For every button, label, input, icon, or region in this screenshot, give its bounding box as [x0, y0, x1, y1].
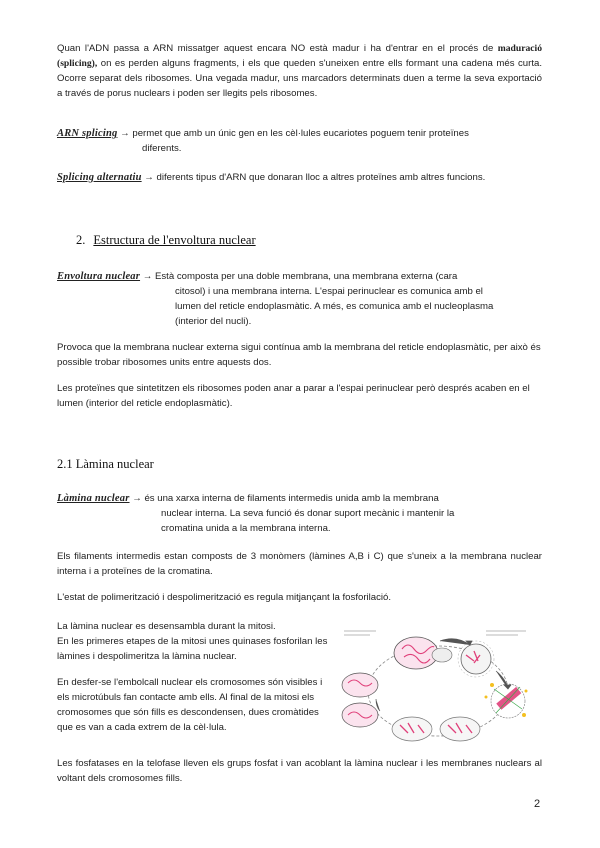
section-heading-2-1: 2.1 Làmina nuclear [57, 457, 154, 471]
paragraph-desfer: En desfer-se l'embolcall nuclear els cromosomes són visibles i els microtúbuls fan contacte amb ells. Al final de la mitosi els cromosomes que són fills es descondensen, dues cromàtides que es van a cada extrem de la cèl·lula. [57, 677, 323, 733]
paragraph-proteines: Les proteïnes que sintetitzen els ribosomes poden anar a parar a l'espai perinuclear però després acaben en el lumen (interior del reticle endoplasmàtic). [57, 383, 530, 409]
nucleus-interphase [394, 637, 452, 669]
chromosomes-anaphase [392, 717, 480, 741]
page-number: 2 [534, 798, 541, 810]
paragraph-provoca: Provoca que la membrana nuclear externa sigui contínua amb la membrana del reticle endoplasmàtic, per això és possible trobar ribosomes units entre aquests dos. [57, 342, 541, 368]
intro-paragraph: Quan l'ADN passa a ARN missatger aquest encara NO està madur i ha d'entrar en el procés de maduració (splicing), on es perden alguns fragments, i els que queden s'uneixen entre ells formant una cadena més curta. Ocorre separat dels ribosomes. Una vegada madur, uns marcadors determinats duen a terme la seva exportació a través de porus nuclears i poden ser llegits pels ribosomes. [57, 43, 542, 99]
paragraph-fosfatases: Les fosfatases en la telofase lleven els grups fosfat i van acoblant la làmina nuclear i les membranes nuclears al voltant dels cromosomes fills. [57, 758, 542, 784]
term-splicing-alternatiu: Splicing alternatiu [57, 172, 142, 183]
term-maduracio: maduració (splicing), [57, 43, 542, 69]
definition-envoltura-nuclear: Envoltura nuclear → Està composta per una doble membrana, una membrana externa (cara citosol) i una membrana interna. L'espai perinuclear es comunica amb el lumen del reticle endoplasmàtic. A més, es comunica amb el nucleoplasma (interior del nucli). [57, 271, 494, 327]
mitosis-lamina-figure [336, 625, 541, 751]
nucleus-telophase [342, 673, 378, 727]
nucleus-prophase [458, 641, 494, 677]
section-heading-2: 2. Estructura de l'envoltura nuclear [76, 233, 256, 247]
paragraph-filaments: Els filaments intermedis estan composts de 3 monòmers (làmines A,B i C) que s'uneix a la membrana nuclear interna i a proteïnes de la cromatina. [57, 551, 542, 577]
term-envoltura-nuclear: Envoltura nuclear [57, 271, 141, 282]
spindle-metaphase [485, 683, 528, 718]
paragraph-mitosi: La làmina nuclear es desensambla durant la mitosi. En les primeres etapes de la mitosi unes quinases fosforilan les làmines i despolimeritza la làmina nuclear. [57, 621, 328, 662]
definition-splicing-alternatiu: Splicing alternatiu → diferents tipus d'ARN que donaran lloc a altres proteïnes amb altres funcions. [57, 172, 486, 183]
definition-arn-splicing: ARN splicing → permet que amb un únic gen en les cèl·lules eucariotes poguem tenir proteïnes diferents. [57, 128, 469, 154]
term-arn-splicing: ARN splicing [57, 128, 118, 139]
definition-lamina-nuclear: Làmina nuclear → és una xarxa interna de filaments intermedis unida amb la membrana nuclear interna. La seva funció és donar suport mecànic i mantenir la cromatina unida a la membrana interna. [57, 493, 455, 534]
paragraph-estat: L'estat de polimerització i despolimerització es regula mitjançant la fosforilació. [57, 592, 392, 603]
term-lamina-nuclear: Làmina nuclear [57, 493, 130, 504]
